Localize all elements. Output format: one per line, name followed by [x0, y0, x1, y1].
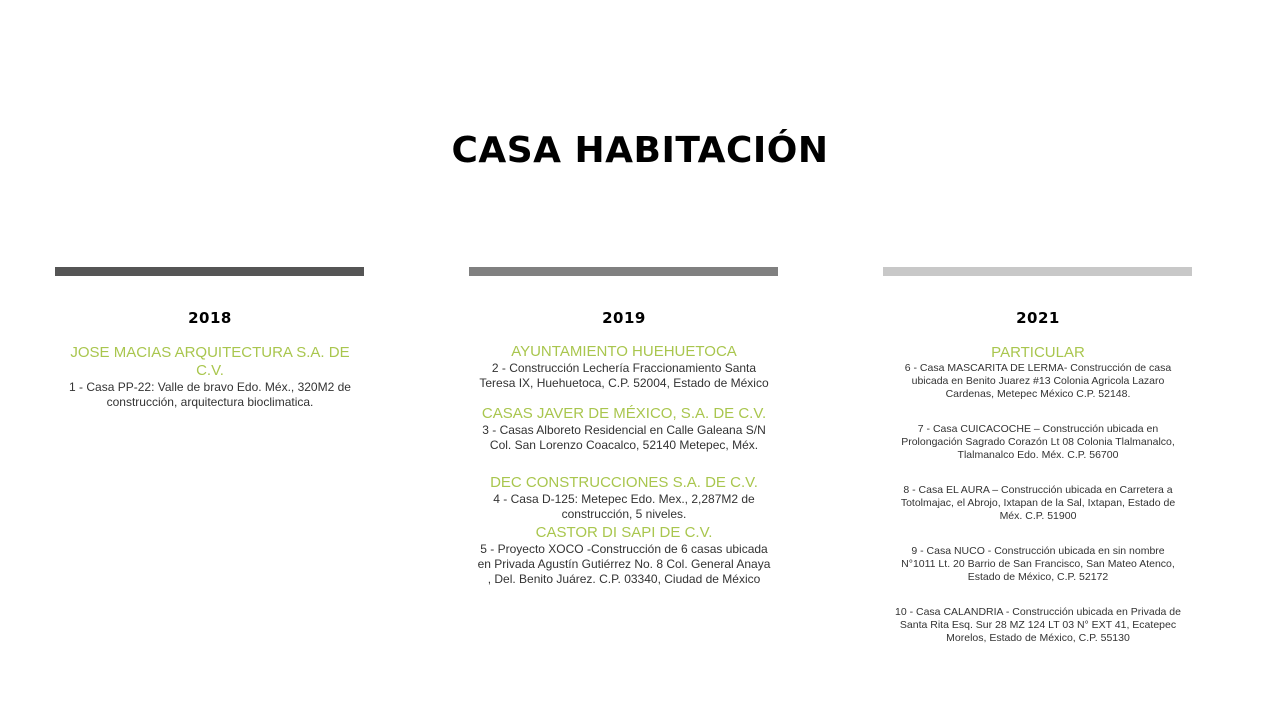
project-description: 9 - Casa NUCO - Construcción ubicada en sin nombre N°1011 Lt. 20 Barrio de San Francisco, San Mateo Atenco, Estado de México, C.P. 52172 [901, 545, 1175, 583]
project-entry [469, 524, 779, 587]
client-name: AYUNTAMIENTO HUEHUETOCA [511, 343, 737, 360]
project-description: 7 - Casa CUICACOCHE – Construcción ubicada en Prolongación Sagrado Corazón Lt 08 Colonia Tlalmanalco, Tlalmanalco Edo. Méx. C.P. 56700 [901, 423, 1175, 461]
client-name: JOSE MACIAS ARQUITECTURA S.A. DE C.V. [70, 344, 350, 379]
project-entry [883, 606, 1193, 645]
timeline-bar [55, 267, 364, 276]
project-description: 2 - Construcción Lechería Fraccionamiento Santa Teresa IX, Huehuetoca, C.P. 52004, Estado de México [479, 361, 769, 390]
project-entry [469, 474, 779, 522]
project-entry [55, 344, 365, 410]
project-description: 5 - Proyecto XOCO -Construcción de 6 casas ubicada en Privada Agustín Gutiérrez No. 8 Col. General Anaya , Del. Benito Juárez. C.P. 03340, Ciudad de México [477, 542, 771, 586]
client-name: PARTICULAR [991, 344, 1085, 361]
project-entry [883, 423, 1193, 462]
project-entry [883, 484, 1193, 523]
project-description: 4 - Casa D-125: Metepec Edo. Mex., 2,287M2 de construcción, 5 niveles. [493, 492, 755, 521]
timeline-bar [883, 267, 1192, 276]
project-description: 10 - Casa CALANDRIA - Construcción ubicada en Privada de Santa Rita Esq. Sur 28 MZ 124 LT 03 N° EXT 41, Ecatepec Morelos, Estado de México, C.P. 55130 [895, 606, 1181, 644]
client-name: CASAS JAVER DE MÉXICO, S.A. DE C.V. [481, 405, 767, 422]
project-entry [883, 545, 1193, 584]
page-title: CASA HABITACIÓN [451, 130, 829, 171]
client-name: CASTOR DI SAPI DE C.V. [535, 524, 713, 541]
year-label: 2019 [602, 309, 646, 327]
project-entry [469, 405, 779, 453]
year-label: 2018 [188, 309, 232, 327]
project-entry [469, 343, 779, 391]
client-name: DEC CONSTRUCCIONES S.A. DE C.V. [490, 474, 758, 491]
project-entry [883, 344, 1193, 401]
timeline-column-2018 [55, 267, 365, 410]
project-description: 8 - Casa EL AURA – Construcción ubicada en Carretera a Totolmajac, el Abrojo, Ixtapan de la Sal, Ixtapan, Estado de Méx. C.P. 51900 [900, 484, 1176, 522]
timeline-bar [469, 267, 778, 276]
project-description: 3 - Casas Alboreto Residencial en Calle Galeana S/N Col. San Lorenzo Coacalco, 52140 Metepec, Méx. [482, 423, 766, 452]
project-description: 6 - Casa MASCARITA DE LERMA- Construcción de casa ubicada en Benito Juarez #13 Colonia Agricola Lazaro Cardenas, Metepec México C.P. 52148. [904, 362, 1172, 400]
project-description: 1 - Casa PP-22: Valle de bravo Edo. Méx., 320M2 de construcción, arquitectura bioclimatica. [69, 380, 351, 409]
timeline-column-2021 [883, 267, 1193, 645]
timeline-column-2019 [469, 267, 779, 587]
year-label: 2021 [1016, 309, 1060, 327]
